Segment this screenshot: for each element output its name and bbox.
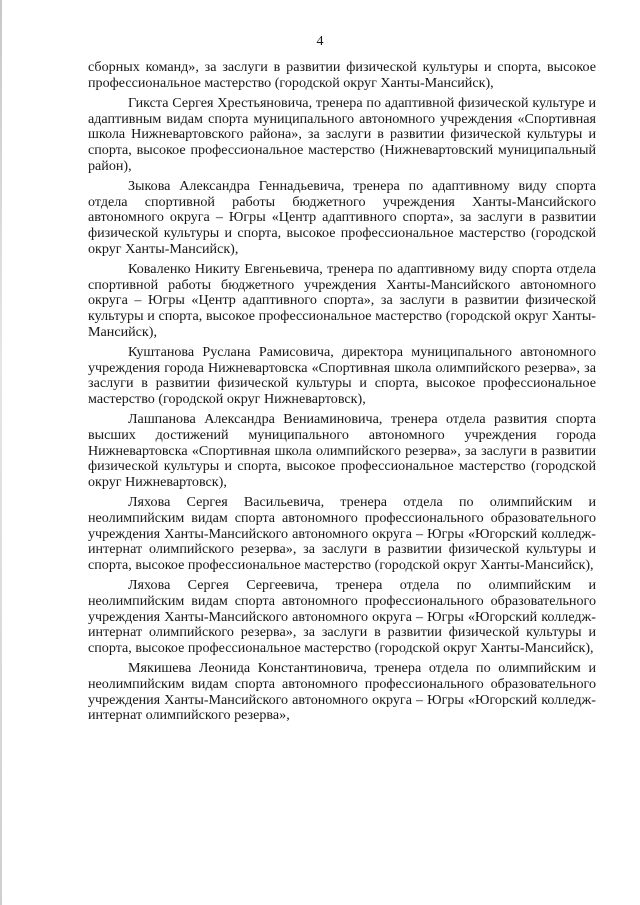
paragraph-kushtanov: Куштанова Руслана Рамисовича, директора муниципального автономного учреждения города Нижневартовска «Спортивная школа олимпийского резерва», за заслуги в развитии физической культуры и спорта, высокое профессиональное мастерство (городской округ Нижневартовск), [88,343,596,408]
paragraph-lyakhov-ss: Ляхова Сергея Сергеевича, тренера отдела по олимпийским и неолимпийским видам спорта автономного профессионального образовательного учреждения Ханты-Мансийского автономного округа – Югры «Югорский колледж-интернат олимпийского резерва», за заслуги в развитии физической культуры и спорта, высокое профессиональное мастерство (городской округ Ханты-Мансийск), [88,577,596,657]
paragraph-lyakhov-sv: Ляхова Сергея Васильевича, тренера отдела по олимпийским и неолимпийским видам спорта автономного профессионального образовательного учреждения Ханты-Мансийского автономного округа – Югры «Югорский колледж-интернат олимпийского резерва», за заслуги в развитии физической культуры и спорта, высокое профессиональное мастерство (городской округ Ханты-Мансийск), [88,494,596,574]
paragraph-zykov: Зыкова Александра Геннадьевича, тренера по адаптивному виду спорта отдела спортивной работы бюджетного учреждения Ханты-Мансийского автономного округа – Югры «Центр адаптивного спорта», за заслуги в развитии физической культуры и спорта, высокое профессиональное мастерство (городской округ Ханты-Мансийск), [88,177,596,257]
paragraph-kovalenko: Коваленко Никиту Евгеньевича, тренера по адаптивному виду спорта отдела спортивной работы бюджетного учреждения Ханты-Мансийского автономного округа – Югры «Центр адаптивного спорта», за заслуги в развитии физической культуры и спорта, высокое профессиональное мастерство (городской округ Ханты-Мансийск), [88,260,596,340]
page-number: 4 [316,34,324,49]
paragraph-lashpanov: Лашпанова Александра Вениаминовича, тренера отдела развития спорта высших достижений муниципального автономного учреждения города Нижневартовска «Спортивная школа олимпийского резерва», за заслуги в развитии физической культуры и спорта, высокое профессиональное мастерство (городской округ Нижневартовск), [88,411,596,491]
paragraph-myakishev: Мякишева Леонида Константиновича, тренера отдела по олимпийским и неолимпийским видам спорта автономного профессионального образовательного учреждения Ханты-Мансийского автономного округа – Югры «Югорский колледж-интернат олимпийского резерва», [88,660,596,724]
paragraph-gikst: Гикста Сергея Хрестьяновича, тренера по адаптивной физической культуре и адаптивным видам спорта муниципального автономного учреждения «Спортивная школа Нижневартовского района», за заслуги в развитии физической культуры и спорта, высокое профессиональное мастерство (Нижневартовский муниципальный район), [88,94,596,174]
paragraph-continuation: сборных команд», за заслуги в развитии физической культуры и спорта, высокое профессиональное мастерство (городской округ Ханты-Мансийск), [88,59,596,91]
document-body [88,60,596,729]
scan-edge [0,0,2,905]
